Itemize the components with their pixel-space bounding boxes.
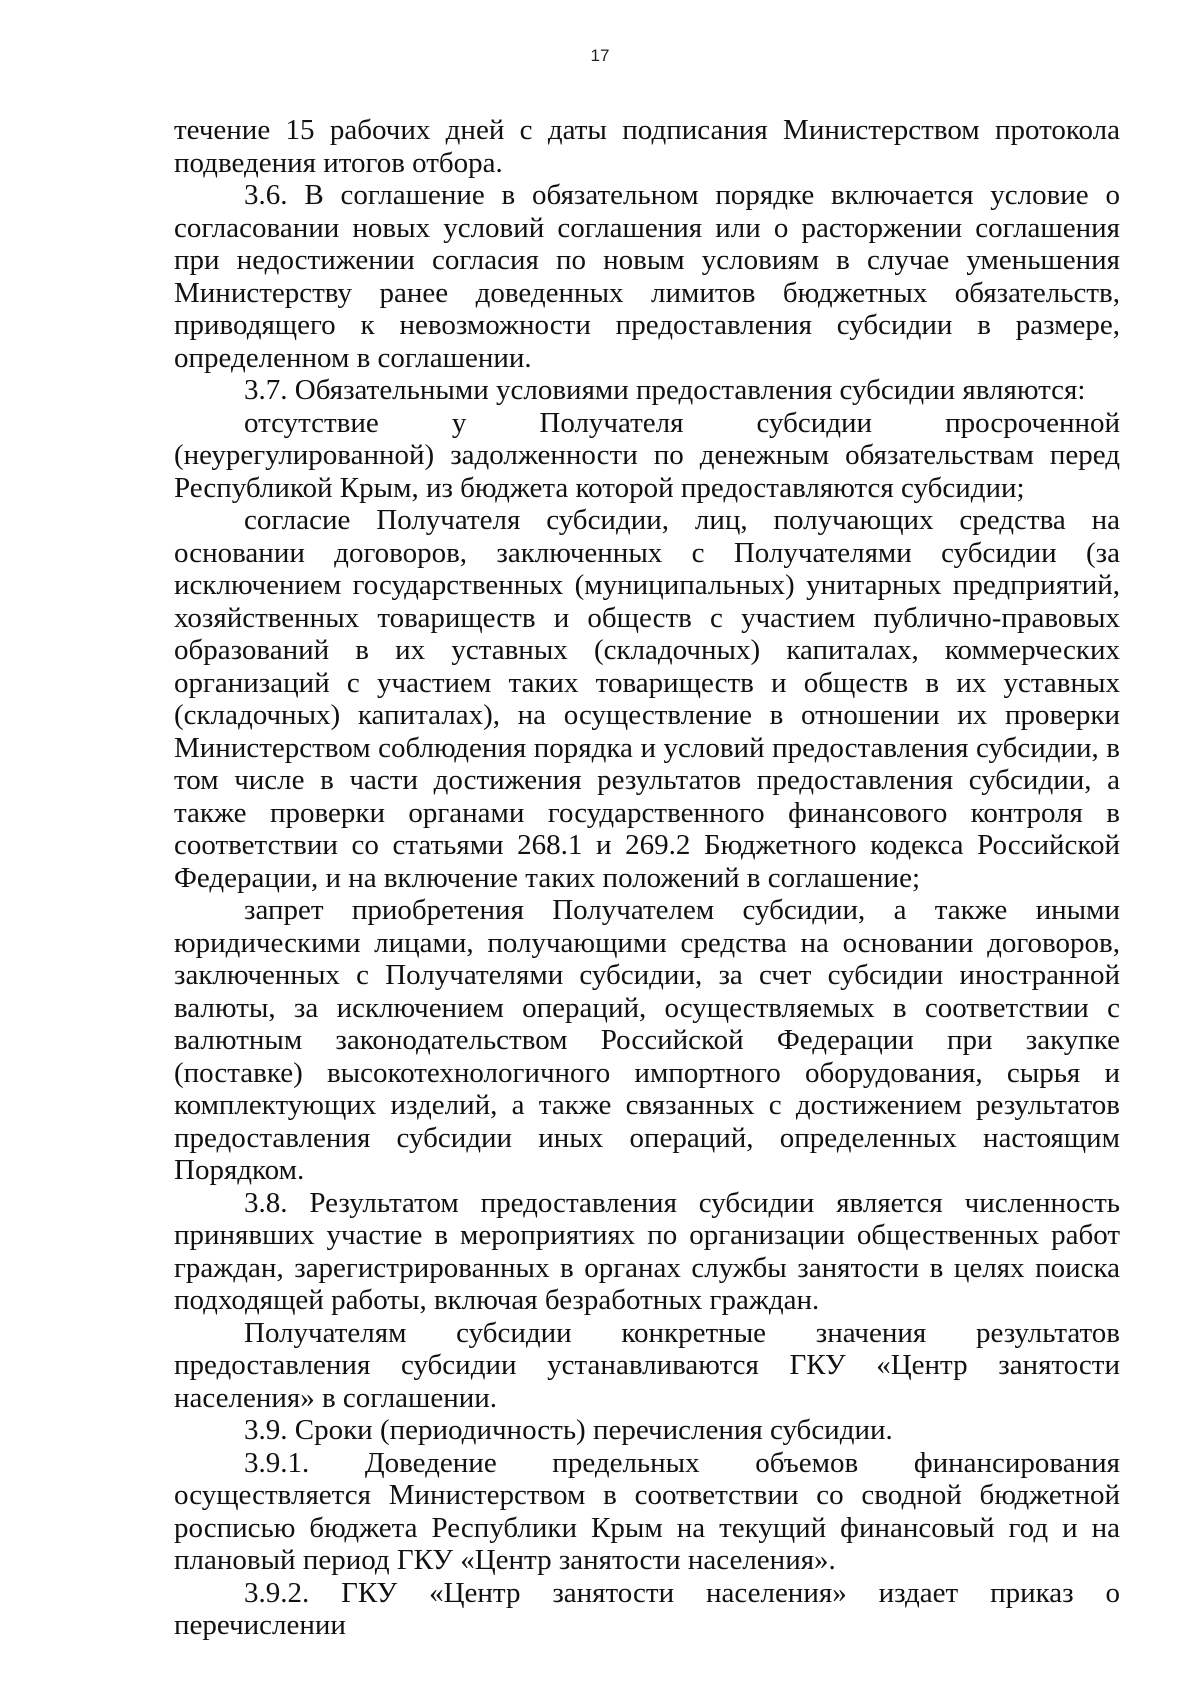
paragraph-continuation: течение 15 рабочих дней с даты подписания Министерством протокола подведения итогов отбора. xyxy=(174,114,1120,179)
paragraph-3-9-2: 3.9.2. ГКУ «Центр занятости населения» издает приказ о перечислении xyxy=(174,1576,1120,1641)
paragraph-consent-condition: согласие Получателя субсидии, лиц, получающих средства на основании договоров, заключенных с Получателями субсидии (за исключением государственных (муниципальных) унитарных предприятий, хозяйственных товариществ и обществ с участием публично-правовых образований в их уставных (складочных) капиталах, коммерческих организаций с участием таких товариществ и обществ в их уставных (складочных) капиталах), на осуществление в отношении их проверки Министерством соблюдения порядка и условий предоставления субсидии, в том числе в части достижения результатов предоставления субсидии, а также проверки органами государственного финансового контроля в соответствии со статьями 268.1 и 269.2 Бюджетного кодекса Российской Федерации, и на включение таких положений в соглашение; xyxy=(174,504,1120,894)
paragraph-3-7: 3.7. Обязательными условиями предоставления субсидии являются: xyxy=(244,374,1086,406)
document-body xyxy=(174,114,1120,1642)
page-number: 17 xyxy=(590,46,610,65)
paragraph-3-6: 3.6. В соглашение в обязательном порядке включается условие о согласовании новых условий соглашения или о расторжении соглашения при недостижении согласия по новым условиям в случае уменьшения Министерству ранее доведенных лимитов бюджетных обязательств, приводящего к невозможности предоставления субсидии в размере, определенном в соглашении. xyxy=(174,179,1120,374)
paragraph-no-debt-condition: отсутствие у Получателя субсидии просроченной (неурегулированной) задолженности по денежным обязательствам перед Республикой Крым, из бюджета которой предоставляются субсидии; xyxy=(174,406,1120,504)
paragraph-result-values: Получателям субсидии конкретные значения результатов предоставления субсидии устанавливаются ГКУ «Центр занятости населения» в соглашении. xyxy=(174,1316,1120,1414)
paragraph-3-9: 3.9. Сроки (периодичность) перечисления субсидии. xyxy=(244,1414,893,1446)
paragraph-3-9-1: 3.9.1. Доведение предельных объемов финансирования осуществляется Министерством в соответствии со сводной бюджетной росписью бюджета Республики Крым на текущий финансовый год и на плановый период ГКУ «Центр занятости населения». xyxy=(174,1446,1120,1576)
paragraph-3-8: 3.8. Результатом предоставления субсидии является численность принявших участие в мероприятиях по организации общественных работ граждан, зарегистрированных в органах службы занятости в целях поиска подходящей работы, включая безработных граждан. xyxy=(174,1186,1120,1316)
paragraph-currency-ban: запрет приобретения Получателем субсидии, а также иными юридическими лицами, получающими средства на основании договоров, заключенных с Получателями субсидии, за счет субсидии иностранной валюты, за исключением операций, осуществляемых в соответствии с валютным законодательством Российской Федерации при закупке (поставке) высокотехнологичного импортного оборудования, сырья и комплектующих изделий, а также связанных с достижением результатов предоставления субсидии иных операций, определенных настоящим Порядком. xyxy=(174,894,1120,1186)
